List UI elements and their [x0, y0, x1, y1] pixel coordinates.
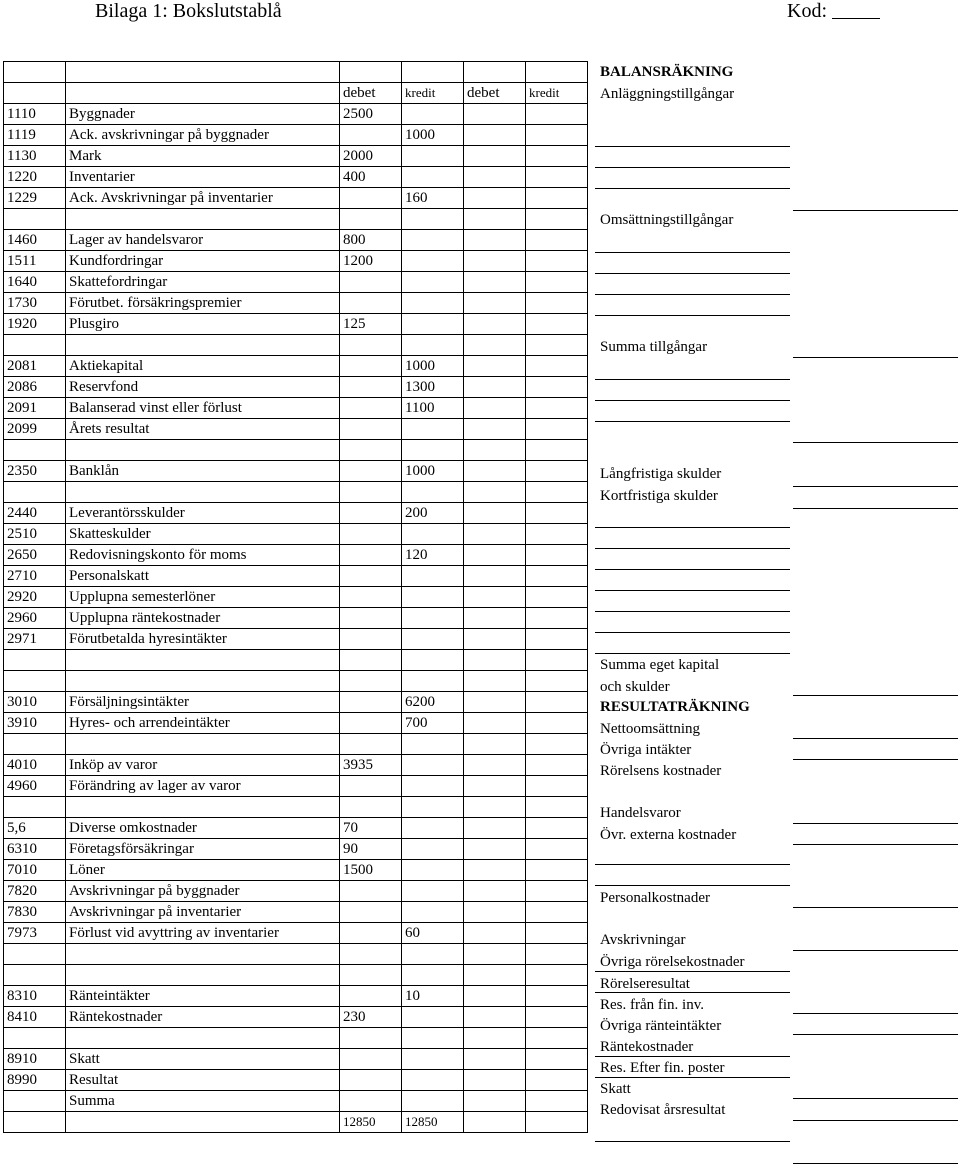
- answer-line[interactable]: [595, 527, 790, 528]
- answer-line[interactable]: [793, 508, 958, 509]
- account-code: 8410: [4, 1007, 66, 1028]
- account-name: Inventarier: [66, 167, 340, 188]
- kredit-value: 6200: [402, 692, 464, 713]
- account-name: Räntekostnader: [66, 1007, 340, 1028]
- statement-label: Anläggningstillgångar: [600, 86, 735, 102]
- statement-label: Redovisat årsresultat: [600, 1102, 726, 1118]
- account-name: Avskrivningar på inventarier: [66, 902, 340, 923]
- statement-label: Skatt: [600, 1081, 631, 1097]
- answer-line[interactable]: [595, 569, 790, 570]
- answer-line[interactable]: [595, 167, 790, 168]
- account-name: Försäljningsintäkter: [66, 692, 340, 713]
- account-code: 8310: [4, 986, 66, 1007]
- total-debet: 12850: [340, 1112, 402, 1133]
- account-name: Förändring av lager av varor: [66, 776, 340, 797]
- debet-value: 70: [340, 818, 402, 839]
- account-code: 1460: [4, 230, 66, 251]
- kredit-value: 120: [402, 545, 464, 566]
- answer-line[interactable]: [793, 738, 958, 739]
- answer-line[interactable]: [595, 188, 790, 189]
- debet-value: 2000: [340, 146, 402, 167]
- page-title: Bilaga 1: Bokslutstablå: [95, 0, 282, 22]
- account-name: Ack. avskrivningar på byggnader: [66, 125, 340, 146]
- account-name: Lager av handelsvaror: [66, 230, 340, 251]
- account-code: 1119: [4, 125, 66, 146]
- account-code: 3010: [4, 692, 66, 713]
- account-name: Företagsförsäkringar: [66, 839, 340, 860]
- answer-line[interactable]: [595, 971, 790, 972]
- statement-label: Rörelseresultat: [600, 976, 690, 992]
- answer-line[interactable]: [595, 315, 790, 316]
- statement-label: Övr. externa kostnader: [600, 827, 737, 843]
- statement-label: Övriga rörelsekostnader: [600, 954, 745, 970]
- account-code: 1110: [4, 104, 66, 125]
- answer-line[interactable]: [793, 1034, 958, 1035]
- account-code: 8910: [4, 1049, 66, 1070]
- statement-label: Summa eget kapital: [600, 657, 720, 673]
- answer-line[interactable]: [793, 1163, 958, 1164]
- answer-line[interactable]: [793, 1098, 958, 1099]
- answer-line[interactable]: [793, 1120, 958, 1121]
- answer-line[interactable]: [793, 844, 958, 845]
- answer-line[interactable]: [595, 611, 790, 612]
- col-header-kredit: kredit: [402, 83, 464, 104]
- account-code: 7973: [4, 923, 66, 944]
- statement-label: Avskrivningar: [600, 932, 686, 948]
- account-code: 2710: [4, 566, 66, 587]
- account-code: 4010: [4, 755, 66, 776]
- answer-line[interactable]: [793, 907, 958, 908]
- kredit-value: 700: [402, 713, 464, 734]
- account-name: Skattefordringar: [66, 272, 340, 293]
- statement-label: Långfristiga skulder: [600, 466, 722, 482]
- account-code: 1130: [4, 146, 66, 167]
- kredit-value: 160: [402, 188, 464, 209]
- answer-line[interactable]: [793, 1013, 958, 1014]
- answer-line[interactable]: [793, 823, 958, 824]
- account-code: 2081: [4, 356, 66, 377]
- answer-line[interactable]: [595, 421, 790, 422]
- answer-line[interactable]: [595, 1077, 790, 1078]
- account-code: 7830: [4, 902, 66, 923]
- statement-label: Nettoomsättning: [600, 721, 700, 737]
- kredit-value: 60: [402, 923, 464, 944]
- account-name: Upplupna semesterlöner: [66, 587, 340, 608]
- answer-line[interactable]: [595, 252, 790, 253]
- account-code: 1640: [4, 272, 66, 293]
- account-code: 2099: [4, 419, 66, 440]
- debet-value: 90: [340, 839, 402, 860]
- account-name: Balanserad vinst eller förlust: [66, 398, 340, 419]
- account-code: 1730: [4, 293, 66, 314]
- total-kredit: 12850: [402, 1112, 464, 1133]
- debet-value: 1200: [340, 251, 402, 272]
- debet-value: 125: [340, 314, 402, 335]
- account-name: Förlust vid avyttring av inventarier: [66, 923, 340, 944]
- account-code: 6310: [4, 839, 66, 860]
- statement-label: Övriga ränteintäkter: [600, 1018, 722, 1034]
- account-code: 1511: [4, 251, 66, 272]
- statement-label: och skulder: [600, 679, 670, 695]
- account-name: Resultat: [66, 1070, 340, 1091]
- answer-line[interactable]: [595, 379, 790, 380]
- account-name: Kundfordringar: [66, 251, 340, 272]
- statement-label: RESULTATRÄKNING: [600, 699, 750, 715]
- statement-label: Rörelsens kostnader: [600, 763, 722, 779]
- answer-line[interactable]: [595, 146, 790, 147]
- statement-label: Res. från fin. inv.: [600, 997, 705, 1013]
- answer-line[interactable]: [595, 548, 790, 549]
- col-header-debet-2: debet: [464, 83, 526, 104]
- debet-value: 1500: [340, 860, 402, 881]
- account-name: Förutbet. försäkringspremier: [66, 293, 340, 314]
- answer-line[interactable]: [595, 864, 790, 865]
- account-name: Förutbetalda hyresintäkter: [66, 629, 340, 650]
- answer-line[interactable]: [793, 210, 958, 211]
- account-code: 8990: [4, 1070, 66, 1091]
- account-name: Avskrivningar på byggnader: [66, 881, 340, 902]
- kredit-value: 1000: [402, 461, 464, 482]
- statement-label: Summa tillgångar: [600, 339, 708, 355]
- account-name: Byggnader: [66, 104, 340, 125]
- account-code: 2086: [4, 377, 66, 398]
- account-code: 7820: [4, 881, 66, 902]
- answer-line[interactable]: [793, 950, 958, 951]
- account-name: Summa: [66, 1091, 340, 1112]
- account-code: 7010: [4, 860, 66, 881]
- account-name: Leverantörsskulder: [66, 503, 340, 524]
- kredit-value: 10: [402, 986, 464, 1007]
- answer-line[interactable]: [793, 357, 958, 358]
- account-name: Skatt: [66, 1049, 340, 1070]
- answer-line[interactable]: [595, 590, 790, 591]
- account-code: 1220: [4, 167, 66, 188]
- account-code: 2510: [4, 524, 66, 545]
- debet-value: 2500: [340, 104, 402, 125]
- answer-line[interactable]: [595, 632, 790, 633]
- account-code: 1229: [4, 188, 66, 209]
- account-name: Upplupna räntekostnader: [66, 608, 340, 629]
- kredit-value: 1100: [402, 398, 464, 419]
- account-name: Banklån: [66, 461, 340, 482]
- statement-label: BALANSRÄKNING: [600, 64, 734, 80]
- answer-line[interactable]: [793, 486, 958, 487]
- account-code: 2091: [4, 398, 66, 419]
- account-name: Skatteskulder: [66, 524, 340, 545]
- account-code: 1920: [4, 314, 66, 335]
- account-code: 2440: [4, 503, 66, 524]
- account-code: 4960: [4, 776, 66, 797]
- statement-label: Personalkostnader: [600, 890, 710, 906]
- account-code: 3910: [4, 713, 66, 734]
- debet-value: 800: [340, 230, 402, 251]
- account-code: 2960: [4, 608, 66, 629]
- answer-line[interactable]: [595, 1056, 790, 1057]
- statement-label: Omsättningstillgångar: [600, 212, 734, 228]
- kredit-value: 1000: [402, 356, 464, 377]
- account-name: Hyres- och arrendeintäkter: [66, 713, 340, 734]
- account-name: Ränteintäkter: [66, 986, 340, 1007]
- account-code: 2971: [4, 629, 66, 650]
- account-name: Plusgiro: [66, 314, 340, 335]
- statement-label: Handelsvaror: [600, 805, 681, 821]
- account-name: Diverse omkostnader: [66, 818, 340, 839]
- account-name: Inköp av varor: [66, 755, 340, 776]
- kredit-value: 1000: [402, 125, 464, 146]
- account-name: Redovisningskonto för moms: [66, 545, 340, 566]
- answer-line[interactable]: [595, 653, 790, 654]
- kod-label: Kod:: [787, 0, 827, 22]
- account-name: Personalskatt: [66, 566, 340, 587]
- statement-label: Res. Efter fin. poster: [600, 1060, 725, 1076]
- answer-line[interactable]: [595, 273, 790, 274]
- debet-value: 3935: [340, 755, 402, 776]
- kredit-value: 200: [402, 503, 464, 524]
- answer-line[interactable]: [793, 442, 958, 443]
- answer-line[interactable]: [793, 759, 958, 760]
- account-code: 5,6: [4, 818, 66, 839]
- account-name: Årets resultat: [66, 419, 340, 440]
- statement-label: Räntekostnader: [600, 1039, 694, 1055]
- account-code: 2350: [4, 461, 66, 482]
- statement-label: Övriga intäkter: [600, 742, 692, 758]
- answer-line[interactable]: [793, 695, 958, 696]
- account-code: 2650: [4, 545, 66, 566]
- answer-line[interactable]: [595, 400, 790, 401]
- statement-label: Kortfristiga skulder: [600, 488, 718, 504]
- answer-line[interactable]: [595, 992, 790, 993]
- debet-value: 400: [340, 167, 402, 188]
- account-name: Reservfond: [66, 377, 340, 398]
- account-name: Mark: [66, 146, 340, 167]
- account-name: Ack. Avskrivningar på inventarier: [66, 188, 340, 209]
- account-name: Löner: [66, 860, 340, 881]
- answer-line[interactable]: [595, 885, 790, 886]
- col-header-debet: debet: [340, 83, 402, 104]
- debet-value: 230: [340, 1007, 402, 1028]
- account-code: 2920: [4, 587, 66, 608]
- answer-line[interactable]: [595, 294, 790, 295]
- account-name: Aktiekapital: [66, 356, 340, 377]
- col-header-kredit-2: kredit: [526, 83, 588, 104]
- answer-line[interactable]: [595, 1141, 790, 1142]
- kredit-value: 1300: [402, 377, 464, 398]
